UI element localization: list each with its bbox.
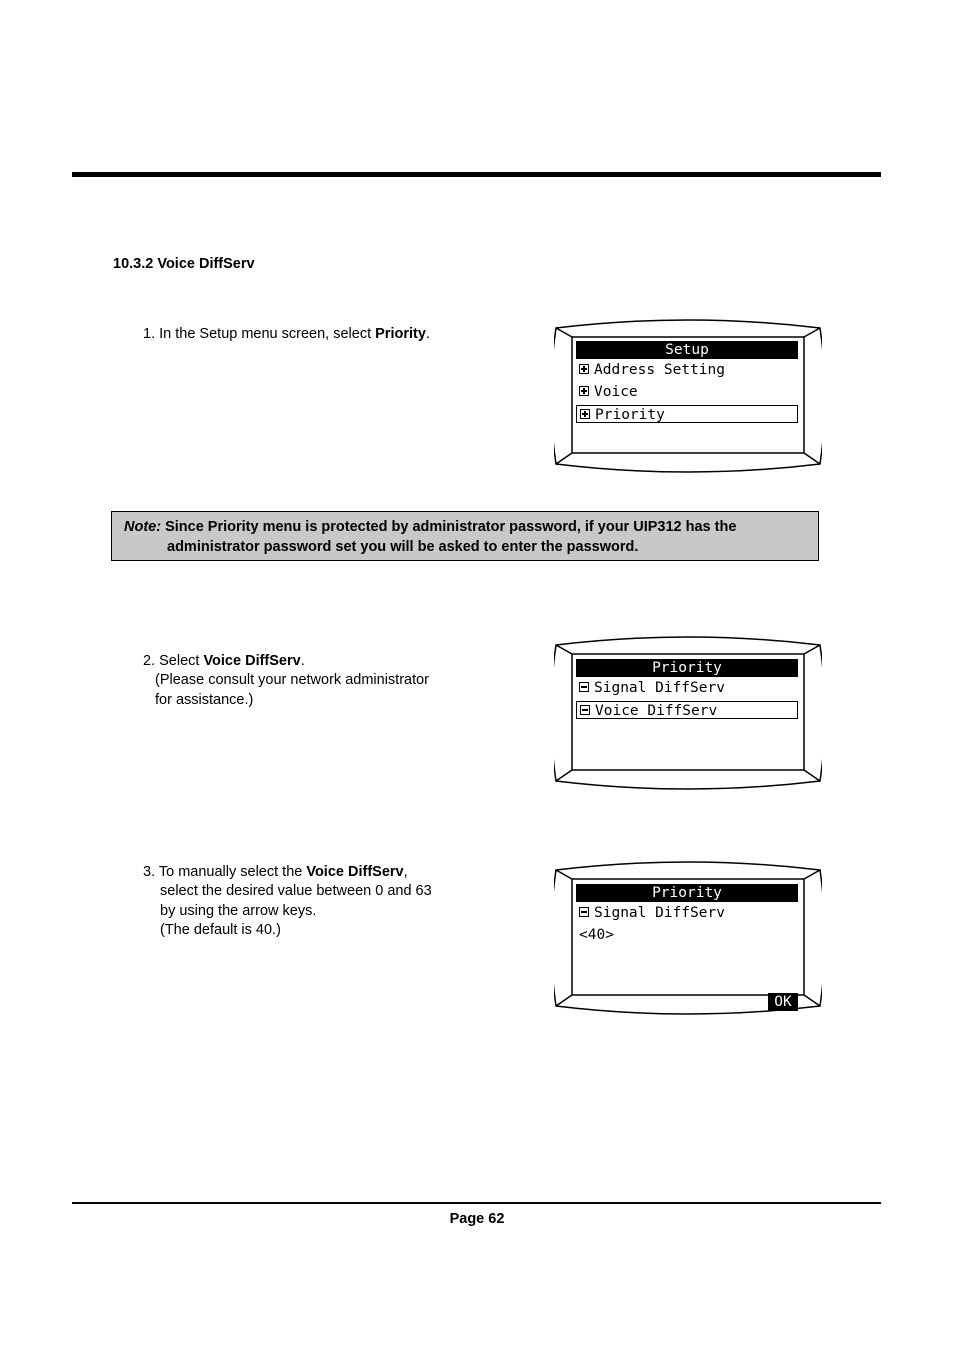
top-rule — [72, 172, 881, 177]
collapse-icon — [580, 705, 590, 715]
note-box — [111, 511, 819, 561]
lcd-title: Setup — [576, 341, 798, 359]
expand-icon — [579, 386, 589, 396]
note-line-2: administrator password set you will be asked to enter the password. — [167, 538, 639, 555]
step-1-bold: Priority — [375, 326, 426, 342]
step-3-line-4: (The default is 40.) — [160, 921, 281, 938]
section-heading: 10.3.2 Voice DiffServ — [113, 256, 255, 272]
lcd-setup-menu — [554, 318, 822, 474]
lcd-screen — [576, 341, 798, 453]
step-3-line-1: 3. To manually select the Voice DiffServ, — [143, 864, 408, 880]
step-3-line-2: select the desired value between 0 and 63 — [160, 883, 432, 900]
expand-icon — [580, 409, 590, 419]
note-line-1: Note: Since Priority menu is protected by administrator password, if your UIP312 has the — [124, 519, 737, 535]
step-3 — [143, 863, 432, 940]
lcd-screen — [576, 659, 798, 771]
menu-item-voice-diffserv[interactable]: Voice DiffServ — [576, 701, 798, 719]
bottom-rule — [72, 1202, 881, 1204]
page-number: Page 62 — [449, 1211, 505, 1227]
step-3-line-3: by using the arrow keys. — [160, 902, 317, 919]
step-2 — [143, 652, 429, 710]
lcd-screen — [576, 884, 798, 1010]
lcd-title: Priority — [576, 884, 798, 902]
collapse-icon — [579, 907, 589, 917]
step-1-end: . — [425, 326, 430, 342]
menu-item-signal-diffserv[interactable]: Signal DiffServ — [576, 679, 798, 697]
diffserv-value[interactable]: <40> — [579, 927, 614, 943]
step-2-line-2: (Please consult your network administrator — [155, 672, 430, 689]
menu-item-signal-diffserv: Signal DiffServ — [576, 904, 798, 922]
ok-button[interactable]: OK — [768, 993, 798, 1011]
note-label: Note: — [124, 519, 162, 535]
lcd-title: Priority — [576, 659, 798, 677]
step-2-line-3: for assistance.) — [155, 691, 254, 708]
lcd-priority-menu — [554, 635, 822, 791]
step-1 — [143, 325, 430, 344]
lcd-diffserv-value — [554, 860, 822, 1016]
expand-icon — [579, 364, 589, 374]
menu-item-priority[interactable]: Priority — [576, 405, 798, 423]
step-2-line-1: 2. Select Voice DiffServ. — [143, 653, 305, 669]
collapse-icon — [579, 682, 589, 692]
step-1-text: 1. In the Setup menu screen, select — [143, 326, 376, 342]
menu-item-address-setting[interactable]: Address Setting — [576, 361, 798, 379]
menu-item-voice[interactable]: Voice — [576, 383, 798, 401]
